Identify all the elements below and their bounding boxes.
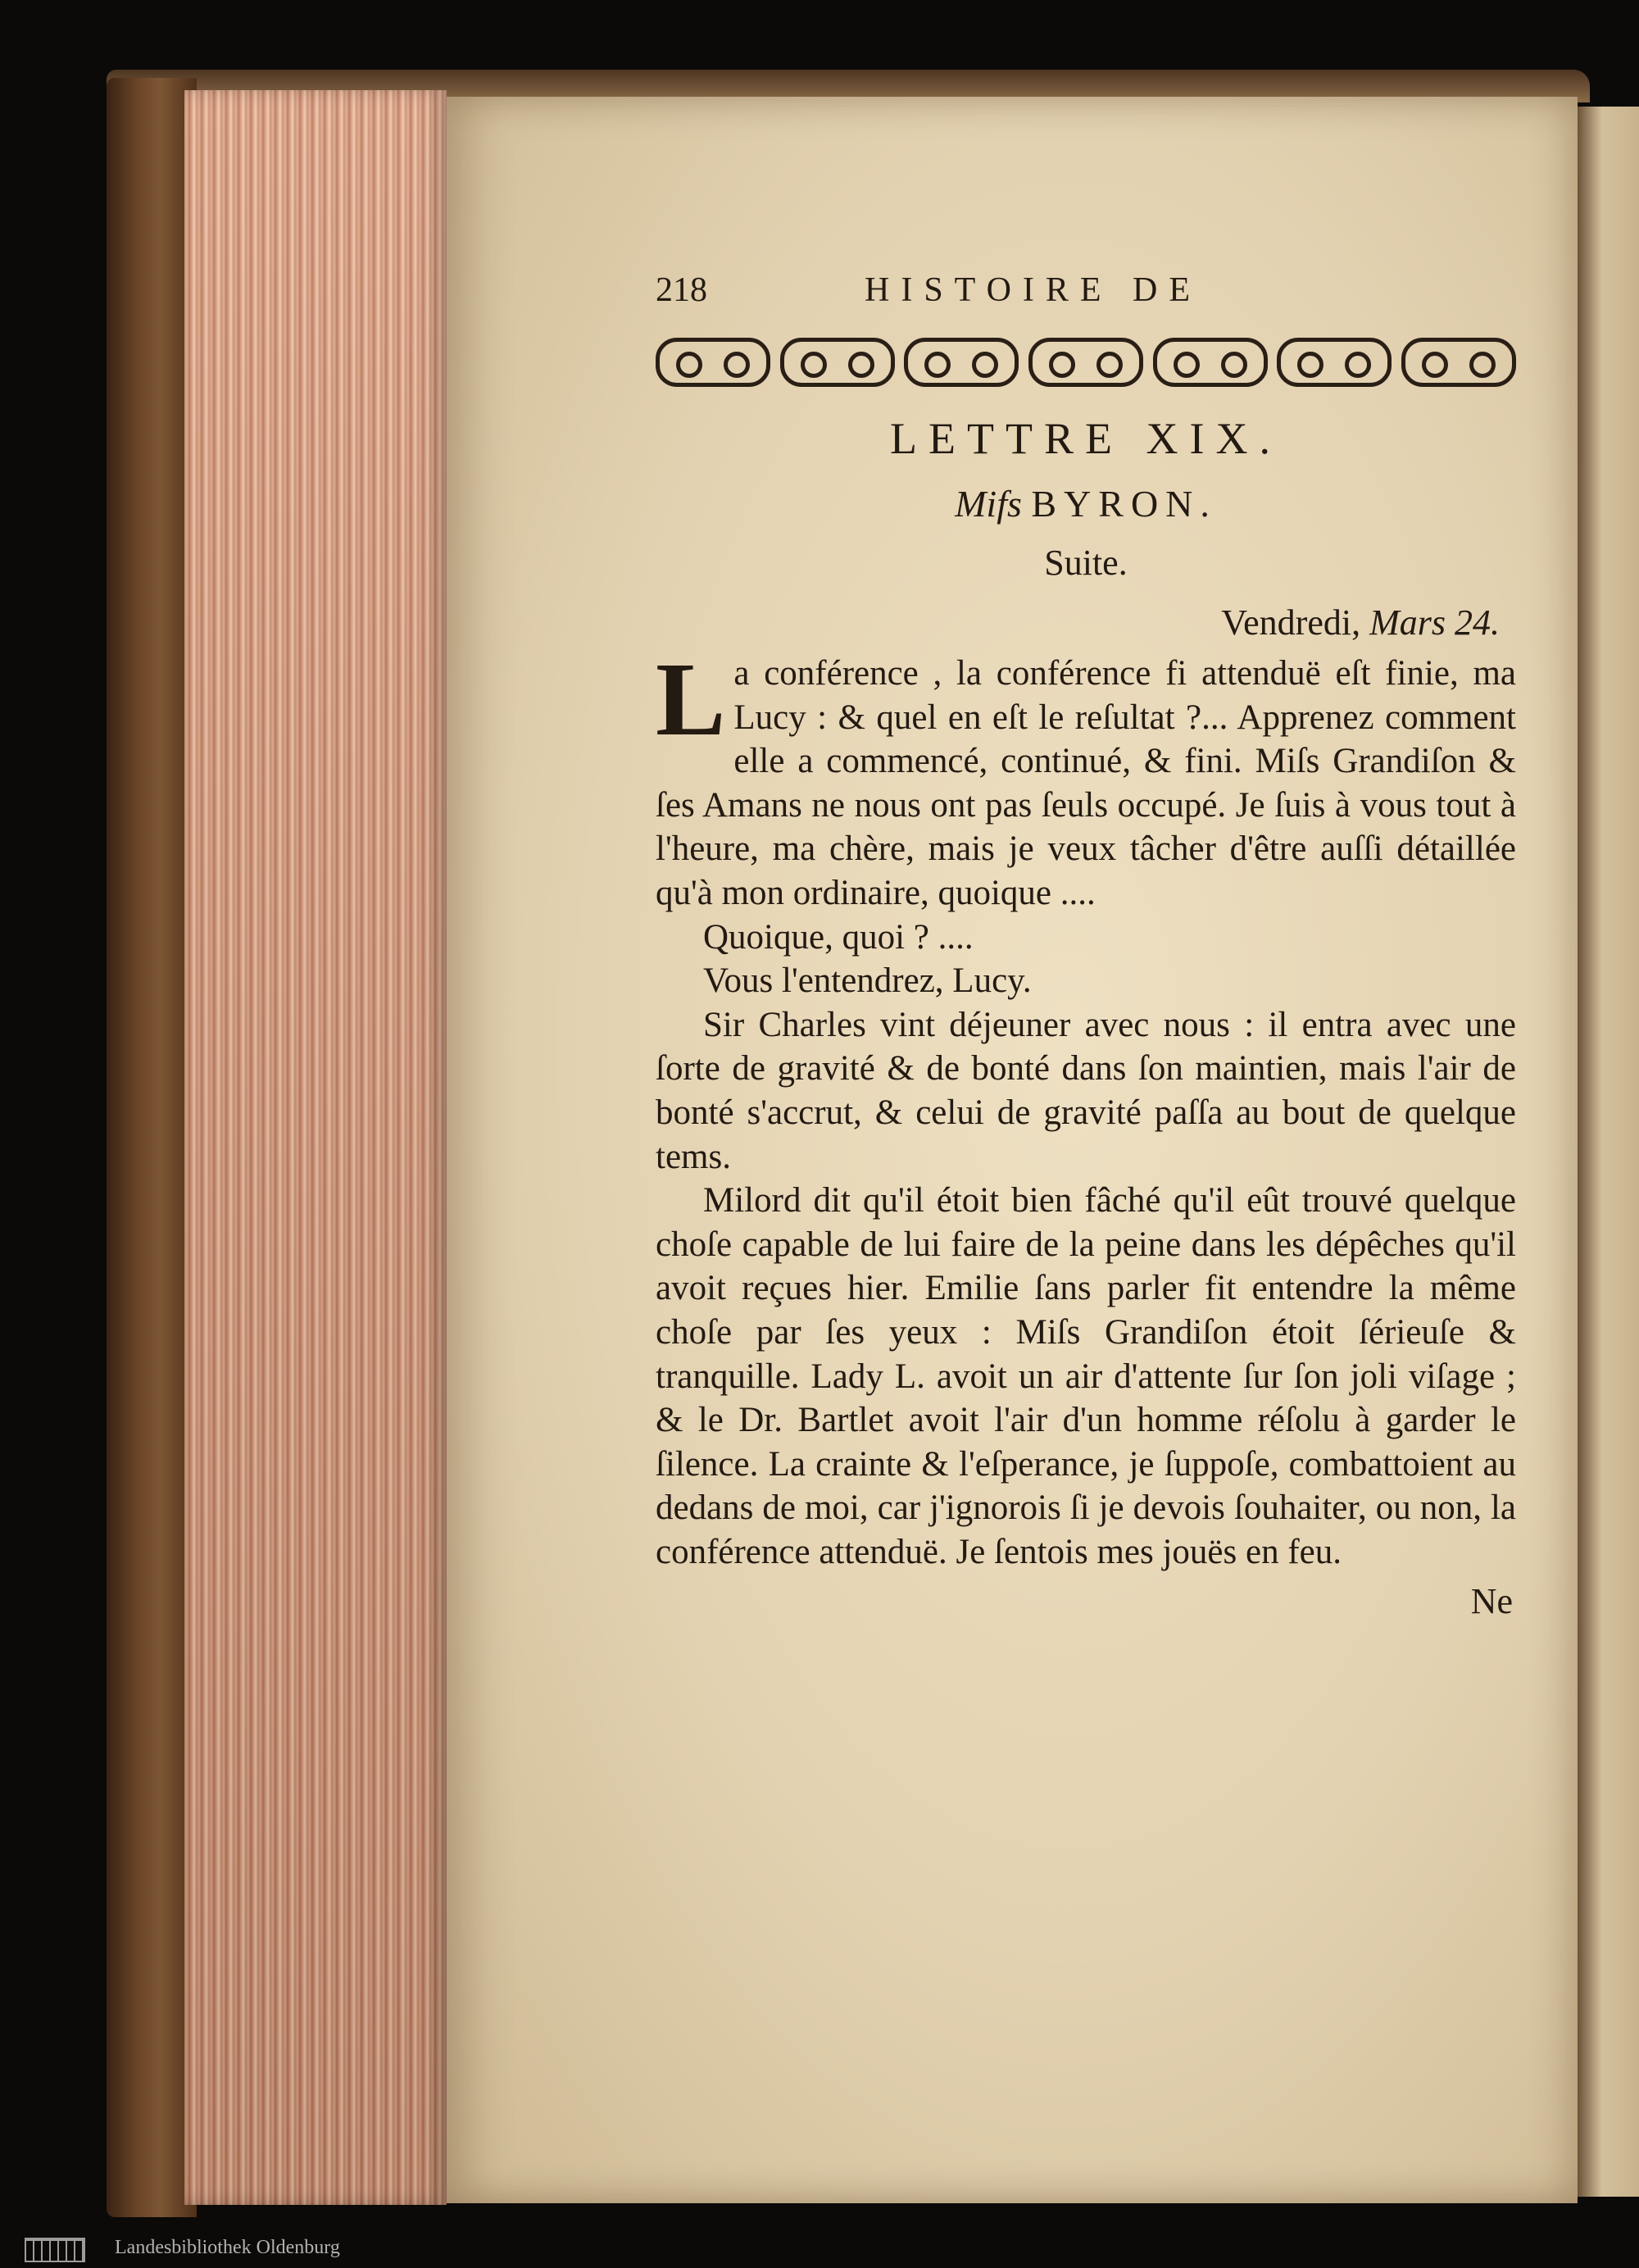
letter-title: LETTRE XIX. [890, 414, 1282, 463]
library-name: Landesbibliothek Oldenburg [115, 2236, 340, 2258]
ornament-icon [1153, 338, 1268, 387]
ornament-icon [904, 338, 1019, 387]
letter-body [656, 641, 1516, 1574]
letter-dateline [656, 602, 1516, 643]
drop-cap: L [656, 641, 726, 757]
library-footer [0, 2227, 1639, 2268]
paragraph: Milord dit qu'il étoit bien fâché qu'il eût trouvé quelque choſe capable de lui faire de la peine dans les dépêches qu'il avoit reçues hier. Emilie ſans parler fit entendre la même choſe par ſes yeux : Miſs Grandiſon étoit ſérieuſe & tranquille. Lady L. avoit un air d'attente ſur ſon joli viſage ; & le Dr. Bartlet avoit l'air d'un homme réſolu à garder le ſilence. La crainte & l'eſperance, je ſuppoſe, combattoient au dedans de moi, car j'ignorois ſi je devois ſouhaiter, ou non, la conférence attenduë. Je ſentois mes jouës en feu. [656, 1181, 1516, 1571]
ornament-icon [1401, 338, 1516, 387]
catchword: Ne [1470, 1581, 1513, 1622]
paragraph: Vous l'entendrez, Lucy. [703, 961, 1032, 1001]
running-head: HISTOIRE DE [865, 271, 1202, 309]
ornament-icon [656, 338, 770, 387]
page-text-block [656, 246, 1516, 1622]
ornament-icon [1277, 338, 1392, 387]
letter-recipient [656, 482, 1516, 525]
page-number: 218 [656, 271, 707, 309]
page-edges [184, 90, 447, 2205]
paragraph: Sir Charles vint déjeuner avec nous : il entra avec une ſorte de gravité & de bonté dans ſon maintien, mais l'air de bonté s'accrut, & celui de gravité paſſa au bout de quelque tems. [656, 1005, 1516, 1176]
recipient-name: BYRON. [1031, 483, 1217, 525]
paragraph [656, 641, 1516, 916]
ornament-icon [1028, 338, 1143, 387]
library-building-icon [16, 2233, 90, 2262]
date-month: Mars 24. [1369, 602, 1500, 643]
book-spine [107, 78, 197, 2217]
paragraph: Quoique, quoi ? .... [703, 917, 974, 957]
date-weekday: Vendredi, [1221, 602, 1361, 643]
ornament-icon [780, 338, 895, 387]
paragraph-text: a conférence , la conférence fi attenduë eſt finie, ma Lucy : & quel en eſt le reſultat ?... Apprenez comment elle a commencé, continué, & fini. Miſs Grandiſon & ſes Amans ne nous ont pas ſeuls occupé. Je ſuis à vous tout à l'heure, ma chère, mais je veux tâcher d'être auſſi détaillée qu'à mon ordinaire, quoique .... [656, 654, 1516, 912]
letter-subtitle: Suite. [1044, 543, 1128, 583]
ornament-band [656, 338, 1516, 385]
recipient-prefix: Mifs [955, 483, 1022, 525]
page-header [656, 246, 1516, 311]
facing-page-edge [1578, 107, 1639, 2197]
